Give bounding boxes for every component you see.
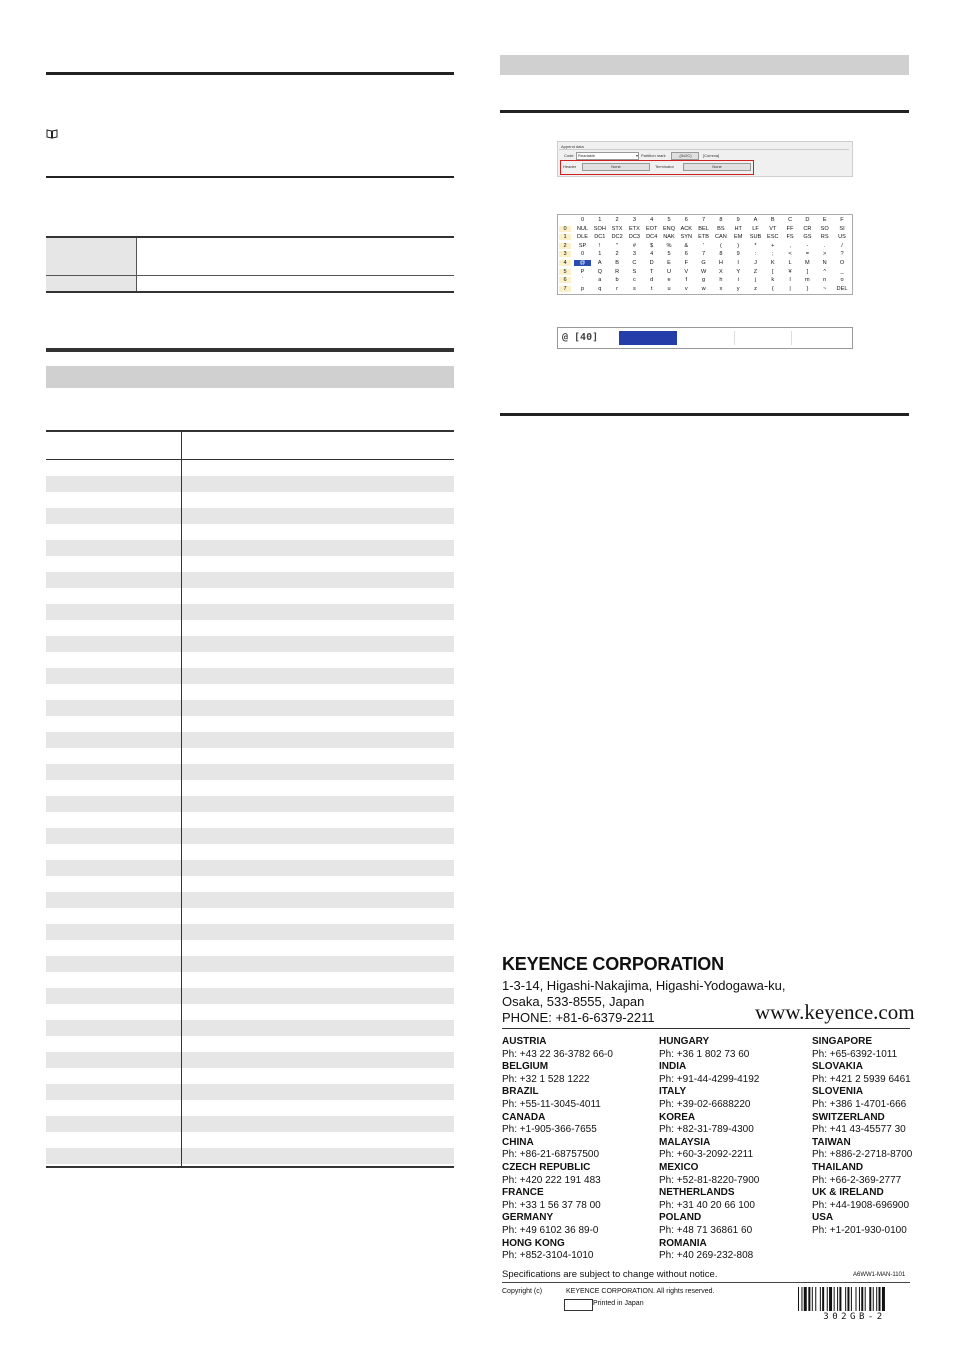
office-country: HONG KONG — [502, 1237, 565, 1249]
ascii-cell[interactable]: / — [841, 242, 843, 249]
ascii-row-header: 6 — [559, 277, 571, 283]
table-header — [46, 432, 454, 460]
table-row — [46, 460, 454, 476]
section-rule-right-1 — [500, 110, 909, 113]
company-name: KEYENCE CORPORATION — [502, 954, 724, 974]
ascii-cell[interactable]: 3 — [632, 251, 636, 258]
ascii-row-header: 7 — [559, 286, 571, 292]
book-icon — [46, 129, 58, 139]
ascii-cell[interactable]: ' — [703, 242, 705, 249]
section-rule-1 — [46, 72, 454, 75]
ascii-code-table — [557, 214, 853, 295]
office-country: UK & IRELAND — [812, 1187, 884, 1199]
office-phone: Ph: +39-02-6688220 — [659, 1098, 751, 1110]
ascii-cell[interactable]: SUB — [749, 234, 762, 241]
partition-button[interactable]: ,(0x2C) — [671, 152, 699, 160]
terminator-button[interactable]: None — [683, 163, 751, 171]
ascii-cell[interactable]: NAK — [663, 234, 675, 241]
ascii-col-header: 6 — [684, 217, 688, 223]
ascii-cell[interactable]: X — [719, 268, 723, 275]
table-row — [46, 860, 454, 876]
table-row — [46, 892, 454, 908]
office-country: TAIWAN — [812, 1136, 851, 1148]
ascii-cell[interactable]: HT — [734, 225, 742, 232]
ascii-cell[interactable]: DC4 — [646, 234, 658, 241]
ascii-cell[interactable]: ETB — [698, 234, 710, 241]
ascii-cell[interactable]: EOT — [645, 225, 658, 232]
code-select[interactable]: Readable ▾ — [578, 153, 638, 158]
office-country: FRANCE — [502, 1187, 544, 1199]
table-row — [46, 588, 454, 604]
ascii-cell[interactable]: . — [823, 242, 826, 249]
office-phone: Ph: +886-2-2718-8700 — [812, 1149, 913, 1161]
ascii-cell[interactable]: BS — [717, 225, 725, 232]
office-phone: Ph: +60-3-2092-2211 — [659, 1149, 754, 1161]
ascii-cell[interactable]: J — [754, 260, 757, 266]
office-country: ITALY — [659, 1086, 687, 1098]
append-data-title: Append data — [561, 144, 584, 149]
table-row — [46, 620, 454, 636]
ascii-col-header: 5 — [667, 217, 671, 223]
ascii-col-header: 9 — [736, 217, 740, 223]
ascii-cell[interactable]: $ — [650, 242, 654, 249]
ascii-cell[interactable]: z — [754, 285, 757, 292]
company-phone: PHONE: +81-6-6379-2211 — [502, 1010, 655, 1025]
office-country: SWITZERLAND — [812, 1111, 885, 1123]
print-code-box — [564, 1299, 593, 1311]
ascii-cell[interactable]: T — [649, 268, 654, 275]
ascii-cell[interactable]: h — [719, 277, 723, 284]
ascii-cell[interactable]: DC3 — [628, 234, 640, 241]
ascii-col-header: C — [788, 217, 793, 223]
ascii-cell[interactable]: SI — [839, 225, 845, 232]
ascii-row-header: 2 — [559, 243, 571, 249]
table-row — [46, 972, 454, 988]
ascii-cell[interactable]: ENQ — [662, 225, 676, 232]
ascii-cell[interactable]: s — [632, 285, 636, 292]
ascii-cell[interactable]: ` — [581, 277, 584, 284]
table-row — [46, 604, 454, 620]
ascii-cell[interactable]: ! — [599, 242, 601, 249]
ascii-cell[interactable]: ¥ — [788, 268, 792, 275]
ascii-cell[interactable]: C — [632, 260, 637, 266]
ascii-cell[interactable]: e — [667, 277, 671, 284]
ascii-cell[interactable]: BEL — [698, 225, 709, 232]
office-country: CZECH REPUBLIC — [502, 1161, 591, 1173]
ascii-col-header: F — [840, 217, 844, 223]
ascii-cell[interactable]: H — [718, 260, 723, 266]
ascii-cell[interactable]: _ — [840, 268, 844, 275]
table-row — [46, 1004, 454, 1020]
table-row — [46, 908, 454, 924]
table-row — [46, 1020, 454, 1036]
ascii-cell[interactable]: CR — [803, 225, 812, 232]
ascii-cell[interactable]: - — [806, 242, 809, 249]
ascii-cell[interactable]: Y — [736, 268, 741, 275]
table-row — [46, 956, 454, 972]
ascii-cell[interactable]: 8 — [719, 251, 723, 258]
ascii-cell[interactable]: f — [685, 277, 688, 284]
office-country: BRAZIL — [502, 1086, 539, 1098]
table-row — [46, 540, 454, 556]
ascii-cell[interactable]: U — [666, 268, 672, 275]
office-phone: Ph: +49 6102 36 89-0 — [502, 1224, 599, 1236]
office-phone: Ph: +55-11-3045-4011 — [502, 1098, 601, 1110]
ascii-cell[interactable]: c — [632, 277, 636, 284]
barcode-number: 302GB-2 — [823, 1312, 886, 1322]
office-phone: Ph: +82-31-789-4300 — [659, 1124, 754, 1136]
offices-column-1 — [502, 1036, 613, 1263]
code-label: Code — [564, 153, 574, 158]
ascii-cell[interactable]: ESC — [767, 234, 779, 241]
copyright-label: Copyright (c) — [502, 1288, 543, 1295]
ascii-cell[interactable]: 0 — [580, 251, 585, 258]
selected-char-highlight[interactable] — [619, 331, 677, 345]
ascii-cell[interactable]: SOH — [593, 225, 606, 232]
office-phone: Ph: +1-201-930-0100 — [812, 1224, 907, 1236]
table-row — [46, 492, 454, 508]
ascii-cell[interactable]: @ — [574, 260, 591, 266]
office-country: SLOVAKIA — [812, 1061, 863, 1073]
ascii-cell[interactable]: US — [838, 234, 846, 241]
office-country: THAILAND — [812, 1161, 864, 1173]
ascii-cell[interactable]: ( — [719, 242, 722, 249]
ascii-cell[interactable]: VT — [769, 225, 777, 232]
ascii-col-header: 7 — [702, 217, 706, 223]
office-country: SLOVENIA — [812, 1086, 864, 1098]
ascii-cell[interactable]: t — [650, 285, 653, 292]
table-row — [46, 1148, 454, 1164]
table-row — [46, 684, 454, 700]
ascii-cell[interactable]: EM — [733, 234, 743, 241]
office-phone: Ph: +44-1908-696900 — [812, 1199, 910, 1211]
office-country: INDIA — [659, 1061, 687, 1073]
table-row — [46, 652, 454, 668]
table-row — [46, 1068, 454, 1084]
office-country: AUSTRIA — [502, 1036, 547, 1047]
office-phone: Ph: +65-6392-1011 — [812, 1048, 898, 1060]
offices-column-3 — [812, 1036, 912, 1238]
table-row — [46, 988, 454, 1004]
ascii-cell[interactable]: , — [789, 242, 791, 249]
ascii-cell[interactable]: R — [615, 268, 620, 275]
ascii-cell[interactable]: 2 — [615, 251, 619, 258]
ascii-cell[interactable]: 1 — [598, 251, 602, 258]
ascii-cell[interactable]: x — [719, 285, 723, 292]
ascii-cell[interactable]: ) — [737, 242, 740, 249]
ascii-cell[interactable]: & — [684, 242, 689, 249]
ascii-row-header: 4 — [559, 260, 571, 266]
ascii-cell[interactable]: ; — [772, 251, 774, 258]
table-row — [46, 844, 454, 860]
ascii-cell[interactable]: k — [771, 277, 775, 284]
ascii-col-header: 0 — [580, 217, 585, 223]
table-row — [46, 668, 454, 684]
section-header-band — [46, 366, 454, 388]
ascii-cell[interactable]: K — [770, 260, 775, 266]
partition-value: [Comma] — [703, 153, 720, 158]
office-phone: Ph: +40 269-232-808 — [659, 1250, 754, 1262]
barcode — [798, 1287, 911, 1311]
ascii-cell[interactable]: M — [805, 260, 810, 266]
ascii-cell[interactable]: NUL — [576, 225, 589, 232]
office-country: POLAND — [659, 1212, 702, 1224]
spec-note: Specifications are subject to change without notice. — [502, 1269, 718, 1280]
table-row — [46, 828, 454, 844]
ascii-cell[interactable]: GS — [803, 234, 812, 241]
ascii-cell[interactable]: STX — [611, 225, 623, 232]
office-phone: Ph: +32 1 528 1222 — [502, 1073, 590, 1085]
table-row — [46, 764, 454, 780]
ascii-cell[interactable]: o — [840, 277, 844, 284]
ascii-cell[interactable]: DC2 — [611, 234, 623, 241]
copyright-holder: KEYENCE CORPORATION. All rights reserved. — [566, 1288, 715, 1295]
section-rule-3 — [46, 348, 454, 352]
ascii-cell[interactable]: DLE — [577, 234, 588, 241]
ascii-cell[interactable]: V — [684, 268, 689, 275]
office-country: NETHERLANDS — [659, 1187, 735, 1199]
ascii-cell[interactable]: = — [805, 251, 810, 258]
office-phone: Ph: +1-905-366-7655 — [502, 1124, 597, 1136]
ascii-cell[interactable]: P — [580, 268, 585, 275]
ascii-cell[interactable]: d — [650, 277, 654, 284]
ascii-cell[interactable]: L — [788, 260, 792, 266]
ascii-cell[interactable]: Z — [753, 268, 758, 275]
ascii-cell[interactable]: I — [737, 260, 739, 266]
ascii-cell[interactable]: } — [806, 285, 809, 292]
office-country: SINGAPORE — [812, 1036, 873, 1047]
office-phone: Ph: +386 1-4701-666 — [812, 1098, 907, 1110]
table-row — [46, 748, 454, 764]
ascii-cell[interactable]: E — [667, 260, 671, 266]
ascii-cell[interactable]: v — [684, 285, 688, 292]
table-row — [46, 716, 454, 732]
ascii-row-header: 3 — [559, 251, 571, 257]
ascii-cell[interactable]: SO — [820, 225, 829, 232]
ascii-cell[interactable]: # — [632, 242, 636, 249]
ascii-cell[interactable]: ] — [806, 268, 809, 275]
ascii-cell[interactable]: G — [701, 260, 706, 266]
ascii-cell[interactable]: 4 — [650, 251, 654, 258]
ascii-cell[interactable]: * — [754, 242, 757, 249]
office-country: HUNGARY — [659, 1036, 710, 1047]
ascii-col-header: E — [822, 217, 827, 223]
ascii-row-header: 5 — [559, 269, 571, 275]
table-row — [46, 1100, 454, 1116]
ascii-cell[interactable]: 5 — [667, 251, 671, 258]
table-row — [46, 524, 454, 540]
ascii-cell[interactable]: q — [598, 285, 602, 292]
table-row — [46, 1116, 454, 1132]
office-phone: Ph: +48 71 36861 60 — [659, 1224, 753, 1236]
ascii-cell[interactable]: r — [616, 285, 619, 292]
ascii-col-header: A — [753, 217, 758, 223]
ascii-cell[interactable]: ^ — [823, 268, 826, 275]
ascii-cell[interactable]: i — [737, 277, 739, 284]
ascii-row-header: 0 — [559, 226, 571, 232]
ascii-cell[interactable]: FF — [786, 225, 794, 232]
ascii-cell[interactable]: Q — [597, 268, 602, 275]
table-row — [46, 780, 454, 796]
ascii-cell[interactable]: | — [789, 285, 791, 292]
append-data-panel — [557, 141, 853, 177]
table-row — [46, 572, 454, 588]
ascii-cell[interactable]: N — [822, 260, 827, 266]
ascii-cell[interactable]: CAN — [714, 234, 727, 241]
ascii-cell[interactable]: b — [615, 277, 619, 284]
office-country: CHINA — [502, 1136, 534, 1148]
ascii-cell[interactable]: m — [805, 277, 810, 284]
company-address-1: 1-3-14, Higashi-Nakajima, Higashi-Yodogawa-ku, — [502, 978, 786, 993]
office-phone: Ph: +31 40 20 66 100 — [659, 1199, 755, 1211]
table-row — [46, 1132, 454, 1148]
table-row — [46, 732, 454, 748]
ascii-cell[interactable]: > — [823, 251, 827, 258]
office-phone: Ph: +36 1 802 73 60 — [659, 1048, 750, 1060]
office-phone: Ph: +43 22 36-3782 66-0 — [502, 1048, 613, 1060]
ascii-col-header: 8 — [719, 217, 723, 223]
office-phone: Ph: +33 1 56 37 78 00 — [502, 1199, 601, 1211]
ascii-cell[interactable]: % — [666, 242, 672, 249]
ascii-cell[interactable]: DC1 — [594, 234, 606, 241]
table-row — [46, 238, 454, 276]
company-address-2: Osaka, 533-8555, Japan — [502, 994, 645, 1009]
ascii-cell[interactable]: B — [615, 260, 619, 266]
ascii-col-header: 2 — [615, 217, 619, 223]
ascii-cell[interactable]: p — [580, 285, 585, 292]
office-country: CANADA — [502, 1111, 546, 1123]
ascii-cell[interactable]: < — [788, 251, 792, 258]
ascii-cell[interactable]: j — [754, 277, 757, 284]
section-rule-right-2 — [500, 413, 909, 416]
ascii-cell[interactable]: S — [632, 268, 637, 275]
office-country: KOREA — [659, 1111, 696, 1123]
ascii-cell[interactable]: W — [700, 268, 707, 275]
company-website[interactable]: www.keyence.com — [755, 1000, 915, 1024]
ascii-row-header: 1 — [559, 234, 571, 240]
ascii-cell[interactable]: 9 — [736, 251, 740, 258]
table-row — [46, 1084, 454, 1100]
doc-code: A6WW1-MAN-1101 — [853, 1272, 906, 1278]
office-country: USA — [812, 1212, 834, 1224]
ascii-cell[interactable]: ACK — [680, 225, 693, 232]
table-row — [46, 1052, 454, 1068]
table-row — [46, 276, 454, 291]
office-phone: Ph: +421 2 5939 6461 — [812, 1073, 911, 1085]
ascii-cell[interactable]: + — [771, 242, 775, 249]
table-row — [46, 924, 454, 940]
section-header-band-right — [500, 55, 909, 75]
table-row — [46, 796, 454, 812]
ascii-cell[interactable]: ~ — [823, 285, 827, 292]
ascii-cell[interactable]: ? — [840, 251, 844, 258]
header-button[interactable]: None — [582, 163, 650, 171]
small-table — [46, 236, 454, 293]
ascii-cell[interactable]: RS — [820, 234, 829, 241]
office-phone: Ph: +52-81-8220-7900 — [659, 1174, 760, 1186]
ascii-cell[interactable]: y — [736, 285, 740, 292]
ascii-cell[interactable]: w — [701, 285, 706, 292]
ascii-cell[interactable]: 6 — [684, 251, 688, 258]
ascii-cell[interactable]: u — [667, 285, 671, 292]
ascii-cell[interactable]: n — [823, 277, 827, 284]
table-row — [46, 556, 454, 572]
selected-char-label: @ [40] — [562, 332, 599, 343]
table-row — [46, 812, 454, 828]
ascii-cell[interactable]: " — [616, 242, 619, 249]
ascii-cell[interactable]: : — [754, 251, 757, 258]
ascii-cell[interactable]: ETX — [628, 225, 640, 232]
ascii-cell[interactable]: DEL — [836, 285, 848, 292]
ascii-cell[interactable]: { — [771, 285, 774, 292]
ascii-cell[interactable]: D — [649, 260, 654, 266]
ascii-cell[interactable]: [ — [772, 268, 774, 275]
ascii-col-header: D — [805, 217, 810, 223]
ascii-cell[interactable]: FS — [786, 234, 794, 241]
table-row — [46, 476, 454, 492]
terminator-label: Terminator — [655, 164, 674, 169]
table-row — [46, 940, 454, 956]
table-row — [46, 636, 454, 652]
table-row — [46, 700, 454, 716]
ascii-cell[interactable]: SYN — [680, 234, 693, 241]
ascii-col-header: 1 — [598, 217, 602, 223]
ascii-col-header: B — [770, 217, 775, 223]
header-label: Header — [563, 164, 577, 169]
ascii-cell[interactable]: F — [684, 260, 688, 266]
office-phone: Ph: +852-3104-1010 — [502, 1250, 594, 1262]
office-country: MEXICO — [659, 1161, 699, 1173]
office-phone: Ph: +66-2-369-2777 — [812, 1174, 902, 1186]
partition-label: Partition mark — [641, 153, 666, 158]
office-country: BELGIUM — [502, 1061, 549, 1073]
printed-in: Printed in Japan — [593, 1300, 644, 1307]
ascii-cell[interactable]: O — [839, 260, 845, 266]
ascii-cell[interactable]: 7 — [702, 251, 706, 258]
ascii-cell[interactable]: A — [597, 260, 602, 266]
office-country: MALAYSIA — [659, 1136, 711, 1148]
table-row — [46, 508, 454, 524]
section-rule-2 — [46, 176, 454, 178]
office-phone: Ph: +420 222 191 483 — [502, 1174, 601, 1186]
ascii-cell[interactable]: g — [702, 277, 706, 284]
ascii-col-header: 3 — [632, 217, 636, 223]
table-row — [46, 1036, 454, 1052]
table-row — [46, 876, 454, 892]
office-phone: Ph: +91-44-4299-4192 — [659, 1073, 760, 1085]
offices-column-2 — [659, 1036, 759, 1263]
ascii-cell[interactable]: l — [789, 277, 791, 284]
ascii-cell[interactable]: LF — [752, 225, 759, 232]
office-phone: Ph: +41 43-45577 30 — [812, 1124, 906, 1136]
ascii-cell[interactable]: SP — [578, 242, 587, 249]
ascii-col-header: 4 — [650, 217, 654, 223]
office-country: ROMANIA — [659, 1237, 707, 1249]
office-country: GERMANY — [502, 1212, 554, 1224]
office-phone: Ph: +86-21-68757500 — [502, 1149, 600, 1161]
selected-char-bar — [557, 327, 853, 349]
parameter-table — [46, 430, 454, 1168]
ascii-cell[interactable]: a — [598, 277, 602, 284]
